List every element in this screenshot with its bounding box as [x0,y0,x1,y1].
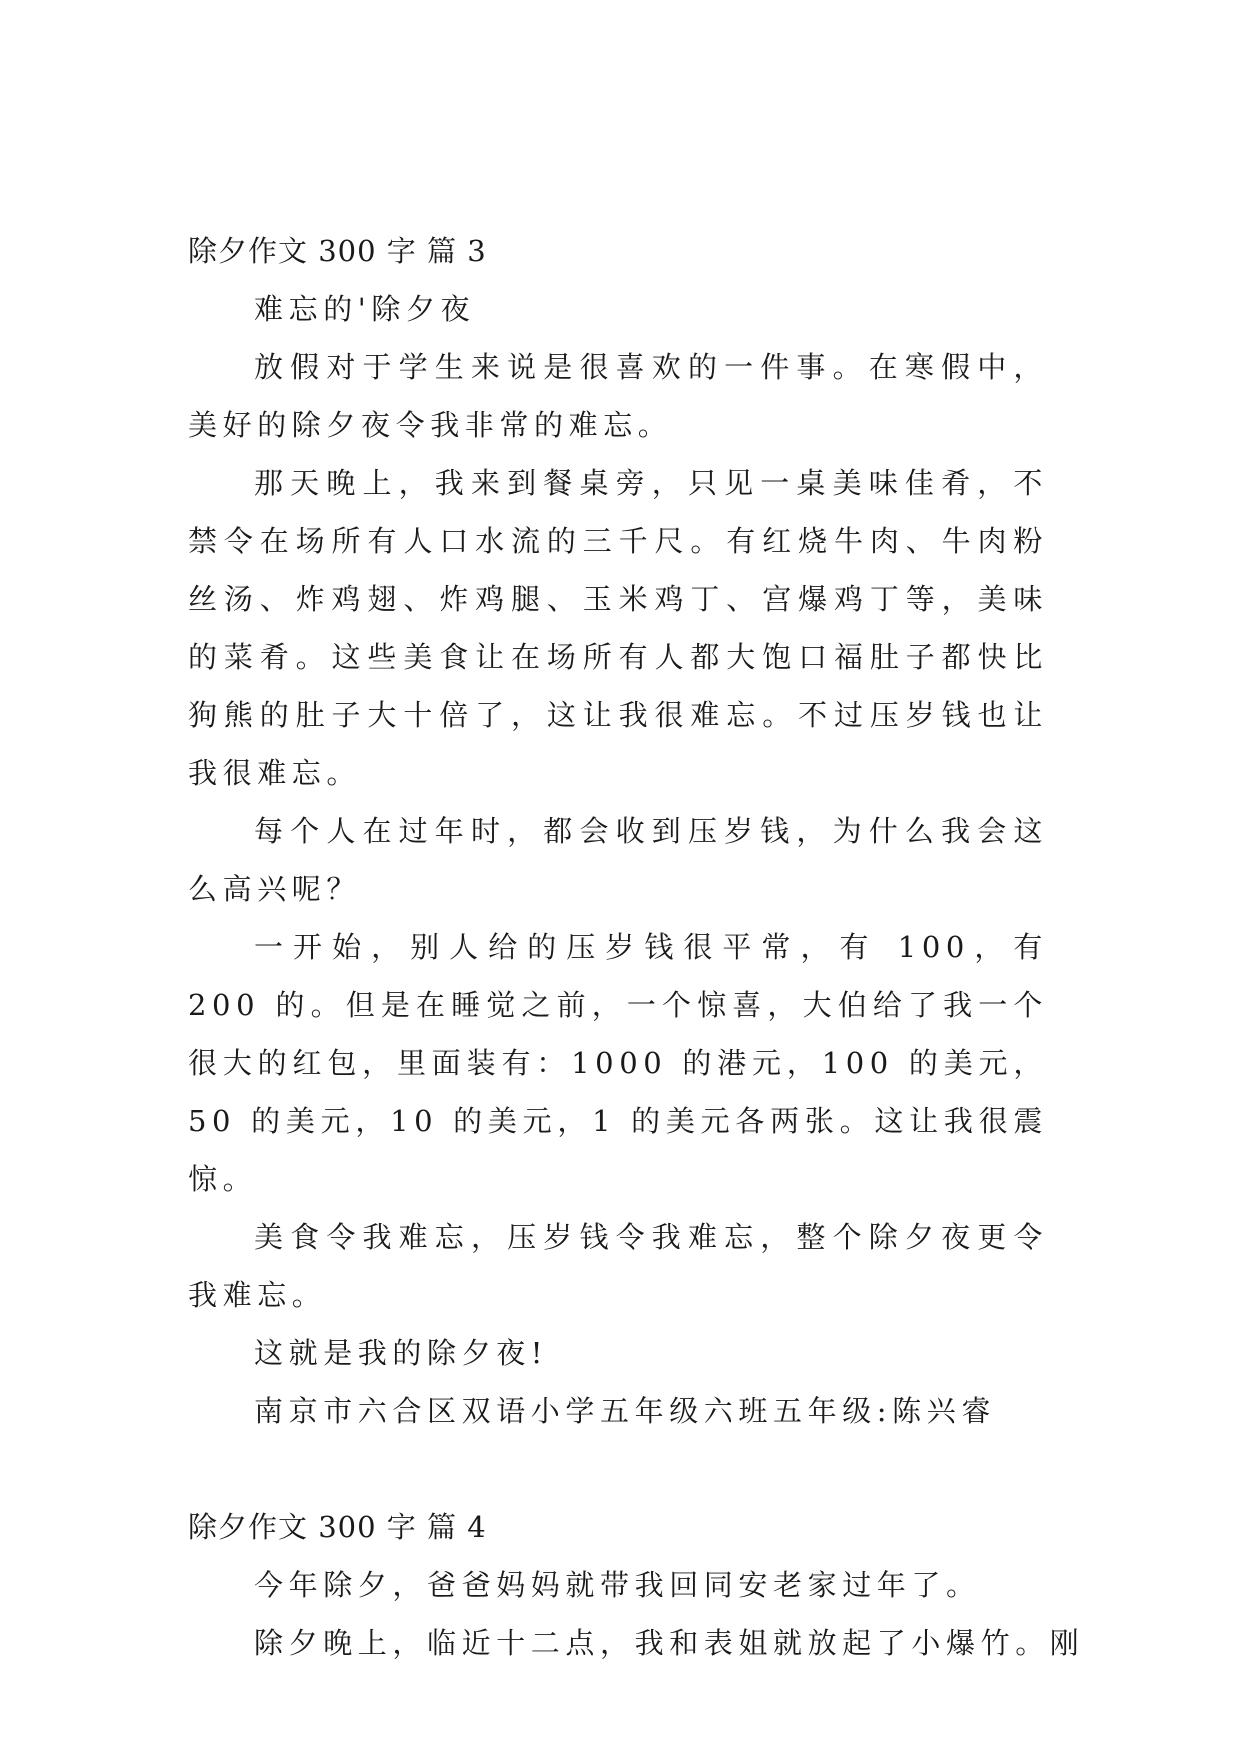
section-heading-3: 除夕作文 300 字 篇 3 [188,234,487,268]
paragraph: 那天晚上，我来到餐桌旁，只见一桌美味佳肴，不禁令在场所有人口水流的三千尺。有红烧牛肉、牛肉粉丝汤、炸鸡翅、炸鸡腿、玉米鸡丁、宫爆鸡丁等，美味的菜肴。这些美食让在场所有人都大饱口福肚子都快比狗熊的肚子大十倍了，这让我很难忘。不过压岁钱也让我很难忘。 [188,466,1048,790]
document-body [188,222,1085,1672]
paragraph: 这就是我的除夕夜! [254,1336,549,1370]
paragraph: 除夕晚上，临近十二点，我和表姐就放起了小爆竹。刚 [254,1626,1085,1660]
paragraph: 每个人在过年时，都会收到压岁钱，为什么我会这么高兴呢？ [188,814,1048,906]
paragraph: 一开始，别人给的压岁钱很平常，有 100，有 200 的。但是在睡觉之前，一个惊喜，大伯给了我一个很大的红包，里面装有：1000 的港元，100 的美元，50 的美元，10 的美元，1 的美元各两张。这让我很震惊。 [188,930,1048,1196]
author-line: 南京市六合区双语小学五年级六班五年级:陈兴睿 [254,1394,996,1428]
paragraph: 今年除夕，爸爸妈妈就带我回同安老家过年了。 [254,1568,981,1602]
paragraph: 放假对于学生来说是很喜欢的一件事。在寒假中，美好的除夕夜令我非常的难忘。 [188,350,1048,442]
essay-title: 难忘的'除夕夜 [254,292,476,326]
section-gap [188,1440,1048,1498]
paragraph: 美食令我难忘，压岁钱令我难忘，整个除夕夜更令我难忘。 [188,1220,1048,1312]
section-heading-4: 除夕作文 300 字 篇 4 [188,1510,487,1544]
